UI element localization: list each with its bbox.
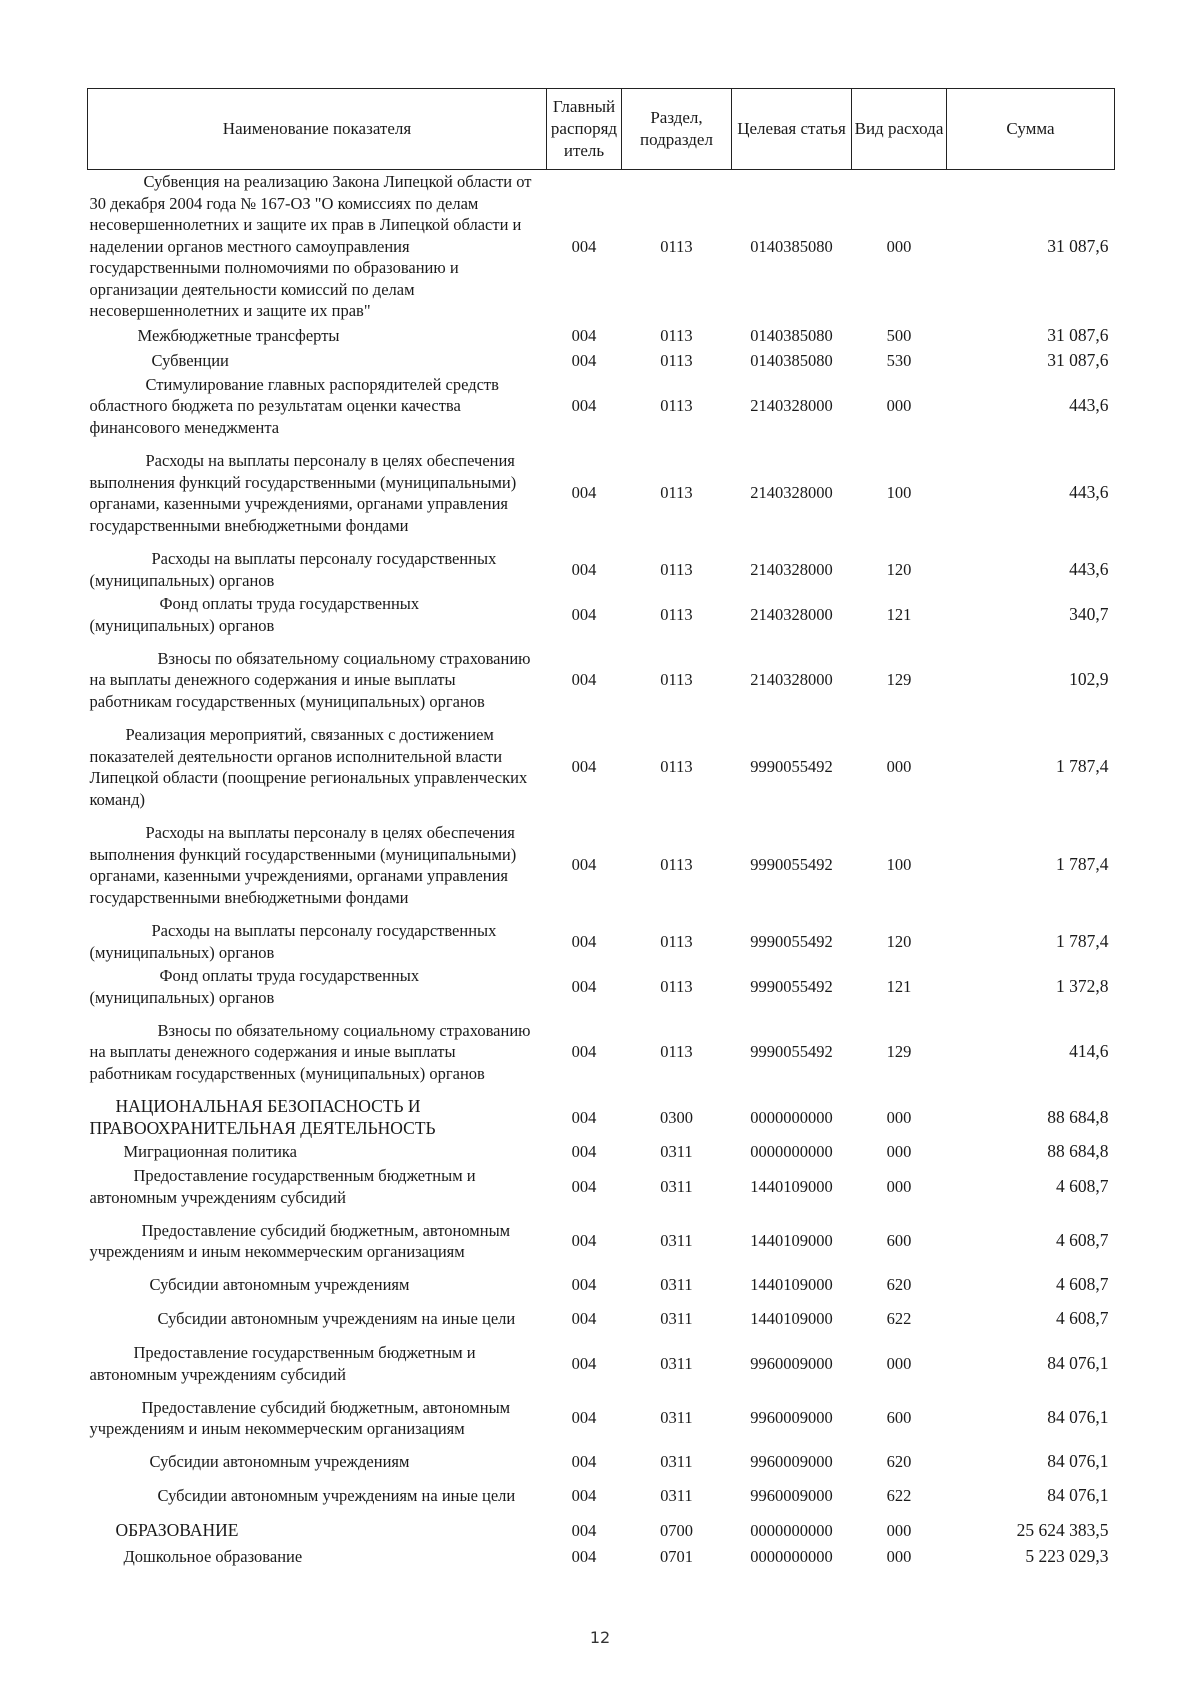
row-target-article: 2140328000 [750,559,833,579]
row-expense-type: 620 [886,1275,912,1295]
row-razdel: 0113 [660,396,693,415]
row-target-article: 1440109000 [750,1309,833,1329]
row-name: Взносы по обязательному социальному страхованию на выплаты денежного содержания и иные выплаты работникам государственных (муниципальных) органов [89,648,531,711]
row-razdel: 0311 [660,1142,693,1162]
row-sum: 340,7 [1069,603,1109,624]
row-grbs: 004 [571,1452,597,1472]
header-target-article: Целевая статья [732,89,852,170]
row-target-article: 0000000000 [750,1142,833,1162]
row-razdel: 0113 [660,236,693,256]
row-sum: 84 076,1 [1047,1352,1109,1373]
table-row [88,1544,1115,1570]
row-expense-type: 121 [886,976,912,996]
table-row [88,1164,1115,1209]
table-row [88,723,1115,811]
row-target-article: 0000000000 [750,1521,833,1541]
row-grbs: 004 [571,1176,597,1196]
row-sum: 443,6 [1069,558,1109,579]
row-name: Субвенция на реализацию Закона Липецкой области от 30 декабря 2004 года № 167-ОЗ "О комиссиях по делам несовершеннолетних и защите их прав в Липецкой области и наделении органов местного самоуправления государственными полномочиями по образованию и организации деятельности комиссий по делам несовершеннолетних и защите их прав" [89,172,532,320]
row-grbs: 004 [571,1275,597,1295]
row-sum: 4 608,7 [1056,1274,1109,1295]
row-name: Фонд оплаты труда государственных (муниципальных) органов [89,966,420,1007]
row-name: Расходы на выплаты персоналу государственных (муниципальных) органов [89,921,497,962]
row-grbs: 004 [571,757,597,777]
row-razdel: 0113 [660,559,693,579]
row-sum: 88 684,8 [1047,1141,1109,1162]
row-name: ОБРАЗОВАНИЕ [115,1520,239,1541]
row-grbs: 004 [571,670,597,690]
row-expense-type: 500 [886,325,912,345]
row-name: Расходы на выплаты персоналу в целях обеспечения выполнения функций государственными (муниципальными) органами, казенными учреждениями, органами управления государственными внебюджетными фондами [89,823,517,907]
row-expense-type: 000 [886,757,912,777]
row-razdel: 0311 [660,1309,693,1329]
row-sum: 443,6 [1069,482,1109,503]
table-row [88,1518,1115,1544]
row-sum: 5 223 029,3 [1025,1546,1109,1567]
row-sum: 1 372,8 [1056,975,1109,996]
row-name: Предоставление субсидий бюджетным, автономным учреждениям и иным некоммерческим организациям [89,1220,511,1261]
table-row [88,1140,1115,1164]
row-expense-type: 600 [886,1231,912,1251]
row-sum: 25 624 383,5 [1016,1520,1109,1541]
row-razdel: 0113 [660,757,693,777]
row-grbs: 004 [571,931,597,951]
row-razdel: 0113 [660,931,693,951]
row-expense-type: 000 [886,1142,912,1162]
row-name: НАЦИОНАЛЬНАЯ БЕЗОПАСНОСТЬ И ПРАВООХРАНИТЕЛЬНАЯ ДЕЯТЕЛЬНОСТЬ [89,1096,436,1138]
row-sum: 443,6 [1069,395,1109,415]
row-name: Субсидии автономным учреждениям на иные цели [157,1309,516,1329]
row-name: Предоставление субсидий бюджетным, автономным учреждениям и иным некоммерческим организациям [89,1397,511,1438]
row-razdel: 0311 [660,1486,693,1506]
row-target-article: 9990055492 [750,757,833,777]
row-razdel: 0113 [660,670,693,690]
row-name: Субсидии автономным учреждениям [149,1275,410,1295]
table-row [88,1273,1115,1297]
row-name: Субсидии автономным учреждениям [149,1452,410,1472]
table-row [88,1009,1115,1095]
row-grbs: 004 [571,236,597,256]
row-grbs: 004 [571,1408,597,1428]
row-grbs: 004 [571,1142,597,1162]
row-razdel: 0113 [660,604,693,624]
row-expense-type: 620 [886,1452,912,1472]
page-number: 12 [589,1628,611,1647]
row-sum: 88 684,8 [1047,1106,1109,1127]
table-row [88,1341,1115,1386]
row-expense-type: 600 [886,1408,912,1428]
row-expense-type: 622 [886,1309,912,1329]
row-sum: 414,6 [1069,1041,1109,1062]
header-grbs: Главный распоряд итель [547,89,622,170]
row-target-article: 1440109000 [750,1231,833,1251]
row-name: Фонд оплаты труда государственных (муниципальных) органов [89,594,420,635]
row-sum: 31 087,6 [1047,349,1109,370]
row-target-article: 2140328000 [750,670,833,690]
row-name: Предоставление государственным бюджетным и автономным учреждениям субсидий [89,1343,476,1384]
row-expense-type: 121 [886,604,912,624]
row-expense-type: 000 [886,1353,912,1373]
row-razdel: 0300 [660,1107,693,1127]
row-sum: 84 076,1 [1047,1451,1109,1472]
row-name: Миграционная политика [123,1142,298,1162]
row-razdel: 0311 [660,1176,693,1196]
row-target-article: 0140385080 [750,350,833,370]
row-target-article: 9960009000 [750,1486,833,1506]
table-row [88,811,1115,919]
header-razdel: Раздел, подраздел [622,89,732,170]
row-target-article: 9990055492 [750,1042,833,1062]
row-target-article: 0140385080 [750,325,833,345]
table-row [88,592,1115,637]
row-grbs: 004 [571,1521,597,1541]
row-expense-type: 129 [886,1042,912,1062]
row-grbs: 004 [571,1231,597,1251]
table-row [88,637,1115,723]
row-expense-type: 120 [886,559,912,579]
table-row [88,439,1115,547]
row-razdel: 0311 [660,1452,693,1472]
row-sum: 4 608,7 [1056,1308,1109,1329]
row-razdel: 0311 [660,1353,693,1373]
table-row [88,1297,1115,1341]
row-expense-type: 000 [886,1107,912,1127]
row-target-article: 0000000000 [750,1107,833,1127]
row-grbs: 004 [571,1353,597,1373]
table-header [88,89,1115,170]
row-sum: 4 608,7 [1056,1175,1109,1196]
row-sum: 4 608,7 [1056,1230,1109,1251]
row-target-article: 9960009000 [750,1408,833,1428]
row-grbs: 004 [571,1042,597,1062]
row-name: Предоставление государственным бюджетным и автономным учреждениям субсидий [89,1166,476,1207]
table-row [88,1474,1115,1518]
table-row [88,547,1115,592]
row-expense-type: 129 [886,670,912,690]
row-sum: 31 087,6 [1047,235,1109,256]
row-grbs: 004 [571,1309,597,1329]
row-sum: 1 787,4 [1056,930,1109,951]
row-expense-type: 100 [886,483,912,503]
row-sum: 84 076,1 [1047,1407,1109,1428]
row-target-article: 2140328000 [750,396,833,415]
row-sum: 1 787,4 [1056,854,1109,875]
row-target-article: 2140328000 [750,483,833,503]
row-grbs: 004 [571,855,597,875]
row-razdel: 0113 [660,855,693,875]
row-razdel: 0113 [660,1042,693,1062]
row-expense-type: 000 [886,236,912,256]
row-name: Субвенции [151,350,229,370]
row-razdel: 0113 [660,976,693,996]
row-expense-type: 000 [886,396,912,415]
row-grbs: 004 [571,604,597,624]
row-grbs: 004 [571,559,597,579]
row-target-article: 1440109000 [750,1176,833,1196]
table-row [88,170,1115,323]
table-row [88,919,1115,964]
header-name: Наименование показателя [88,89,547,170]
table-row [88,323,1115,349]
row-razdel: 0113 [660,483,693,503]
row-expense-type: 120 [886,931,912,951]
row-razdel: 0311 [660,1231,693,1251]
row-name: Субсидии автономным учреждениям на иные цели [157,1486,516,1506]
row-target-article: 9990055492 [750,855,833,875]
row-name: Дошкольное образование [123,1547,303,1567]
row-name: Реализация мероприятий, связанных с достижением показателей деятельности органов исполнительной власти Липецкой области (поощрение региональных управленческих команд) [89,725,528,809]
table-row [88,1450,1115,1474]
row-expense-type: 000 [886,1176,912,1196]
row-target-article: 1440109000 [750,1275,833,1295]
row-target-article: 9990055492 [750,931,833,951]
row-target-article: 9990055492 [750,976,833,996]
row-name: Взносы по обязательному социальному страхованию на выплаты денежного содержания и иные выплаты работникам государственных (муниципальных) органов [89,1020,531,1083]
row-expense-type: 530 [886,350,912,370]
row-target-article: 9960009000 [750,1452,833,1472]
row-grbs: 004 [571,350,597,370]
row-name: Стимулирование главных распорядителей средств областного бюджета по результатам оценки качества финансового менеджмента [89,374,499,437]
header-expense-type: Вид расхода [852,89,947,170]
row-grbs: 004 [571,976,597,996]
table-row [88,1386,1115,1450]
table-body [88,170,1115,1571]
row-target-article: 2140328000 [750,604,833,624]
row-razdel: 0113 [660,325,693,345]
row-sum: 31 087,6 [1047,324,1109,345]
row-grbs: 004 [571,325,597,345]
row-sum: 102,9 [1069,669,1109,690]
header-sum: Сумма [947,89,1115,170]
row-name: Расходы на выплаты персоналу в целях обеспечения выполнения функций государственными (муниципальными) органами, казенными учреждениями, органами управления государственными внебюджетными фондами [89,451,517,535]
row-expense-type: 622 [886,1486,912,1506]
row-grbs: 004 [571,396,597,415]
row-grbs: 004 [571,483,597,503]
row-sum: 84 076,1 [1047,1485,1109,1506]
row-target-article: 0000000000 [750,1547,833,1567]
row-expense-type: 100 [886,855,912,875]
row-grbs: 004 [571,1486,597,1506]
row-sum: 1 787,4 [1056,756,1109,777]
row-grbs: 004 [571,1107,597,1127]
row-expense-type: 000 [886,1521,912,1541]
row-name: Межбюджетные трансферты [137,325,340,345]
table-row [88,373,1115,440]
table-row [88,349,1115,373]
row-razdel: 0701 [660,1547,693,1567]
row-name: Расходы на выплаты персоналу государственных (муниципальных) органов [89,549,497,590]
row-target-article: 0140385080 [750,236,833,256]
row-razdel: 0311 [660,1408,693,1428]
row-target-article: 9960009000 [750,1353,833,1373]
row-expense-type: 000 [886,1547,912,1567]
row-grbs: 004 [571,1547,597,1567]
table-row [88,964,1115,1009]
table-row [88,1095,1115,1140]
table-row [88,1209,1115,1273]
budget-table [87,88,1115,1570]
row-razdel: 0113 [660,350,693,370]
budget-table-page [87,88,1114,1570]
row-razdel: 0700 [660,1521,693,1541]
row-razdel: 0311 [660,1275,693,1295]
